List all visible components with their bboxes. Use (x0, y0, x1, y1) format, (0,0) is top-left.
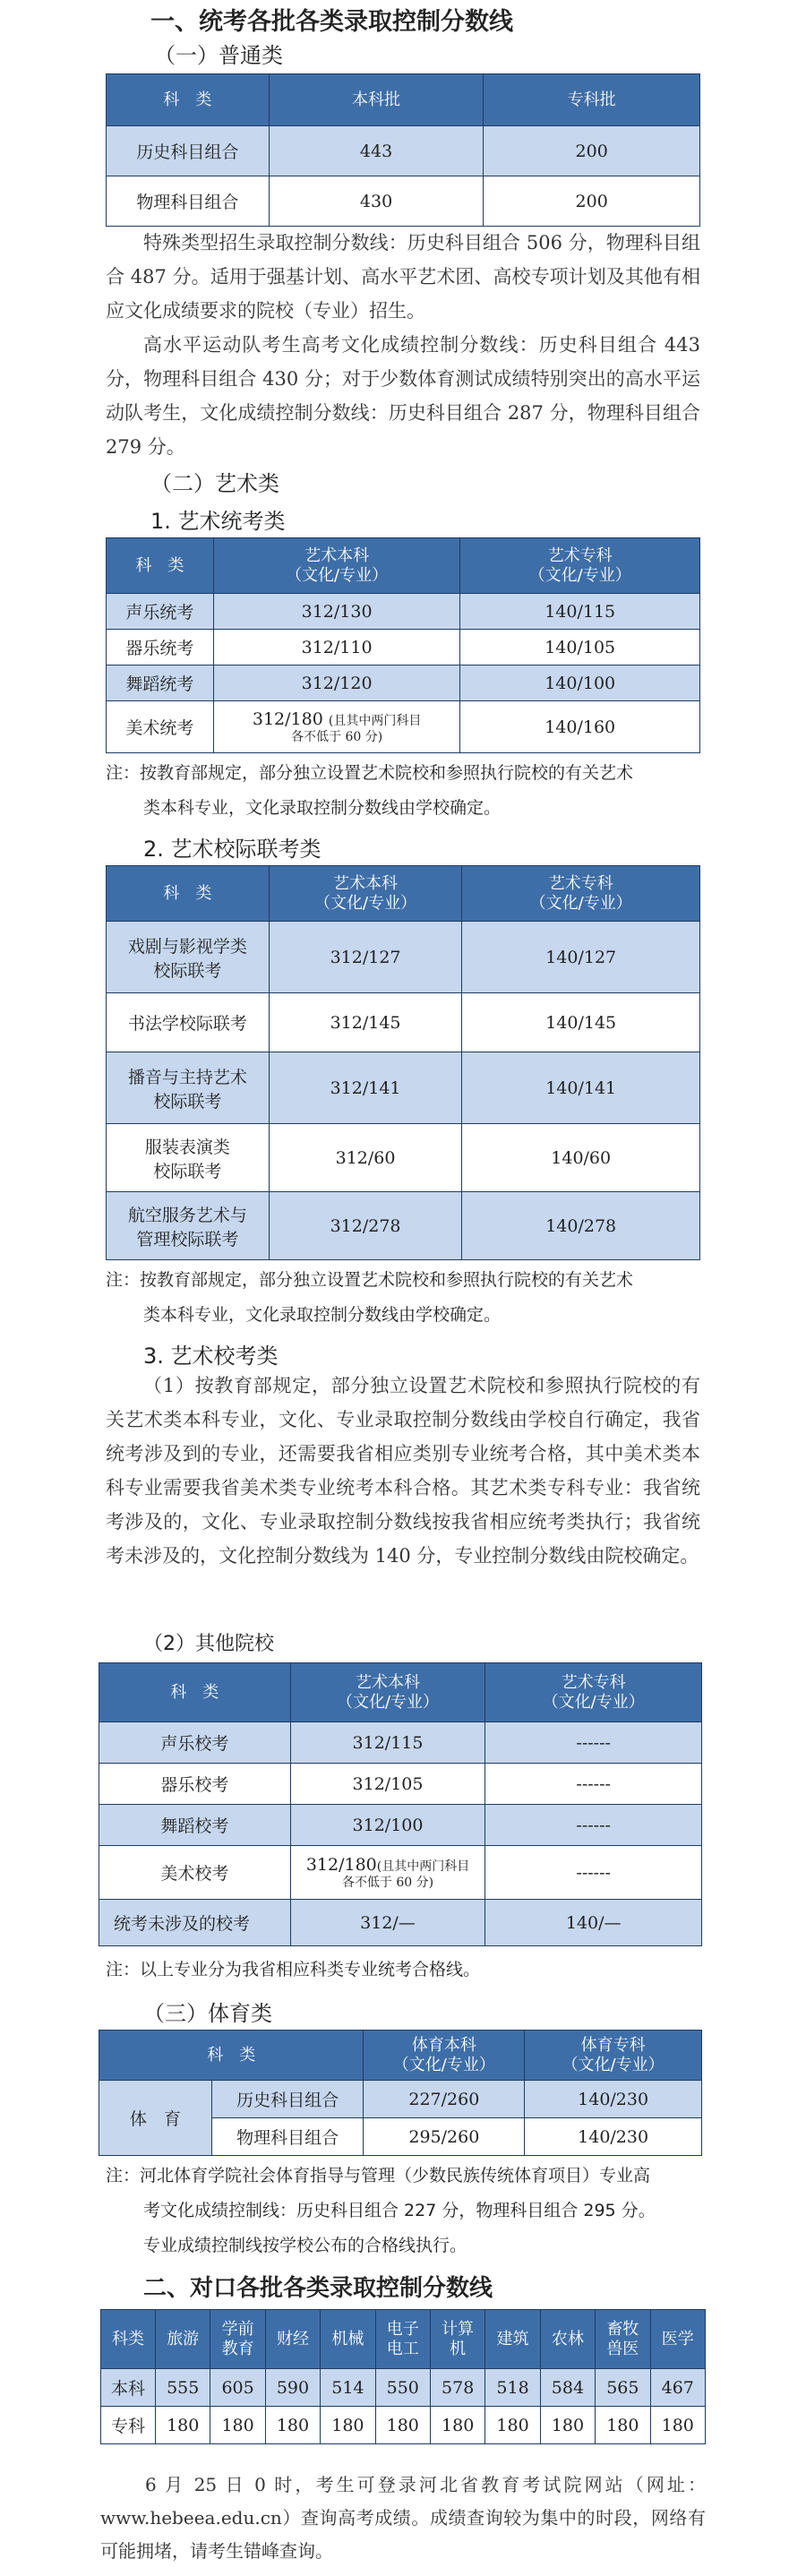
cell: 140/127 (462, 922, 700, 993)
section-title-1: 一、统考各批各类录取控制分数线 (150, 8, 513, 36)
table-row (107, 665, 700, 701)
cell: 200 (484, 126, 700, 176)
cell: 584 (540, 2369, 595, 2407)
cell: 180 (540, 2407, 595, 2444)
header-cell: 旅游 (156, 2310, 210, 2369)
cell: 312/110 (213, 630, 460, 665)
cell: 180 (430, 2407, 484, 2444)
header-cell: 电子 电工 (375, 2310, 430, 2369)
cell: ------ (485, 1722, 702, 1764)
art-note-line2: 类本科专业，文化录取控制分数线由学校确定。 (143, 798, 502, 818)
footer-paragraph: 6 月 25 日 0 时，考生可登录河北省教育考试院网站（网址：www.hebeea.edu.cn）查询高考成绩。成绩查询较为集中的时段，网络有可能拥堵，请考生错峰查询。 (100, 2474, 706, 2562)
header-cell: 专科批 (484, 74, 700, 126)
table-row (107, 1052, 700, 1124)
cell: 140/— (485, 1900, 702, 1946)
subsection-title-general: （一）普通类 (154, 43, 283, 68)
cell: 声乐统考 (107, 594, 214, 630)
art-joint-table (106, 865, 700, 1260)
cell: 美术统考 (107, 701, 214, 753)
table-row (107, 1192, 700, 1260)
cell: 140/278 (462, 1192, 700, 1260)
cell: 312/130 (213, 594, 460, 630)
table-header-row (107, 538, 700, 594)
vocational-score-table (100, 2309, 706, 2444)
cell: 140/60 (462, 1124, 700, 1192)
cell: 518 (485, 2369, 540, 2407)
cell: 180 (156, 2407, 210, 2444)
table-header-row (101, 2310, 706, 2369)
cell: 605 (210, 2369, 265, 2407)
cell: 180 (375, 2407, 430, 2444)
cell: 312/115 (290, 1722, 485, 1764)
table-row (107, 594, 700, 630)
cell: 565 (596, 2369, 650, 2407)
cell: 180 (650, 2407, 705, 2444)
table-row (101, 2369, 706, 2407)
cell: 器乐统考 (107, 630, 214, 665)
joint-note-line1: 注：按教育部规定，部分独立设置艺术院校和参照执行院校的有关艺术 (106, 1270, 634, 1290)
table-row (107, 176, 700, 227)
table-row (99, 2081, 702, 2118)
cell: 戏剧与影视学类 校际联考 (107, 922, 270, 993)
table-row (107, 126, 700, 176)
header-cell: 畜牧 兽医 (596, 2310, 650, 2369)
table-row (99, 1846, 702, 1900)
cell: 140/115 (460, 594, 700, 630)
cell: 航空服务艺术与 管理校际联考 (107, 1192, 270, 1260)
cell: 统考未涉及的校考 (99, 1900, 291, 1946)
header-cell: 计算 机 (430, 2310, 484, 2369)
cell: ------ (485, 1846, 702, 1900)
header-cell: 科 类 (99, 2031, 364, 2081)
table-header-row (107, 866, 700, 922)
subsection-title-pe: （三）体育类 (143, 2001, 272, 2026)
cell: 180 (485, 2407, 540, 2444)
header-cell: 艺术专科 （文化/专业） (485, 1663, 702, 1722)
header-cell: 艺术本科 （文化/专业） (269, 866, 462, 922)
header-cell: 科类 (101, 2310, 156, 2369)
other-schools-note: 注：以上专业分为我省相应科类专业统考合格线。 (106, 1960, 481, 1979)
table-row (99, 1764, 702, 1805)
cell: 140/141 (462, 1052, 700, 1124)
header-cell: 科 类 (107, 74, 270, 126)
cell: 180 (596, 2407, 650, 2444)
header-cell: 艺术专科 （文化/专业） (460, 538, 700, 594)
header-cell: 科 类 (107, 538, 214, 594)
cell: 467 (650, 2369, 705, 2407)
header-cell: 体育本科 （文化/专业） (364, 2031, 525, 2081)
cell: 140/230 (525, 2081, 702, 2118)
table-row (107, 993, 700, 1052)
cell: 140/160 (460, 701, 700, 753)
cell: 550 (375, 2369, 430, 2407)
header-cell: 体育专科 （文化/专业） (525, 2031, 702, 2081)
cell: 舞蹈统考 (107, 665, 214, 701)
art-school-exam-paragraph: （1）按教育部规定，部分独立设置艺术院校和参照执行院校的有关艺术类本科专业，文化、专业录取控制分数线由学校自行确定，我省统考涉及到的专业，还需要我省相应类别专业统考合格，其中美术类本科专业需要我省美术类专业统考本科合格。其艺术类专科专业：我省统考涉及的，文化、专业录取控制分数线按我省相应统考类执行；我省统考未涉及的，文化控制分数线为 140 分，专业控制分数线由院校确定。 (106, 1375, 700, 1567)
cell: 历史科目组合 (107, 126, 270, 176)
cell: 本科 (101, 2369, 156, 2407)
cell: 服装表演类 校际联考 (107, 1124, 270, 1192)
cell: 312/127 (269, 922, 462, 993)
cell: 312/180 (且其中两门科目 各不低于 60 分) (213, 701, 460, 753)
table-row (99, 1722, 702, 1764)
cell: 312/105 (290, 1764, 485, 1805)
cell: 播音与主持艺术 校际联考 (107, 1052, 270, 1124)
other-schools-title: （2）其他院校 (143, 1633, 274, 1655)
cell: 器乐校考 (99, 1764, 291, 1805)
cell: 体 育 (99, 2081, 212, 2156)
athlete-paragraph: 高水平运动队考生高考文化成绩控制分数线：历史科目组合 443 分，物理科目组合 430 分；对于少数体育测试成绩特别突出的高水平运动队考生，文化成绩控制分数线：历史科目组合 287 分，物理科目组合 279 分。 (106, 334, 700, 458)
cell: 历史科目组合 (211, 2081, 364, 2118)
cell: 物理科目组合 (211, 2118, 364, 2156)
cell: 514 (321, 2369, 375, 2407)
pe-note-line1: 注：河北体育学院社会体育指导与管理（少数民族传统体育项目）专业高 (106, 2166, 651, 2185)
header-cell: 医学 (650, 2310, 705, 2369)
table-row (107, 630, 700, 665)
cell: 140/105 (460, 630, 700, 665)
art-school-exam-title: 3. 艺术校考类 (143, 1344, 279, 1369)
cell: 590 (265, 2369, 320, 2407)
cell: 312/— (290, 1900, 485, 1946)
pe-note-line2: 考文化成绩控制线：历史科目组合 227 分，物理科目组合 295 分。 (143, 2201, 656, 2220)
cell: 443 (269, 126, 484, 176)
header-cell: 建筑 (485, 2310, 540, 2369)
table-header-row (107, 74, 700, 126)
pe-note-line3: 专业成绩控制线按学校公布的合格线执行。 (143, 2236, 467, 2255)
cell: 312/120 (213, 665, 460, 701)
cell: 声乐校考 (99, 1722, 291, 1764)
cell: 227/260 (364, 2081, 525, 2118)
cell: 555 (156, 2369, 210, 2407)
general-score-table (106, 73, 700, 227)
cell: 578 (430, 2369, 484, 2407)
cell: 312/278 (269, 1192, 462, 1260)
header-cell: 科 类 (99, 1663, 291, 1722)
cell: 舞蹈校考 (99, 1805, 291, 1846)
cell: 312/60 (269, 1124, 462, 1192)
special-type-paragraph: 特殊类型招生录取控制分数线：历史科目组合 506 分，物理科目组合 487 分。适用于强基计划、高水平艺术团、高校专项计划及其他有相应文化成绩要求的院校（专业）招生。 (106, 232, 700, 322)
cell: 312/180(且其中两门科目 各不低于 60 分) (290, 1846, 485, 1900)
cell: 书法学校际联考 (107, 993, 270, 1052)
other-schools-table (99, 1662, 702, 1946)
cell: 430 (269, 176, 484, 227)
table-row (99, 1805, 702, 1846)
cell: 140/145 (462, 993, 700, 1052)
cell: 物理科目组合 (107, 176, 270, 227)
cell: 美术校考 (99, 1846, 291, 1900)
cell: 312/145 (269, 993, 462, 1052)
header-cell: 农林 (540, 2310, 595, 2369)
table-row (107, 922, 700, 993)
art-joint-title: 2. 艺术校际联考类 (143, 837, 322, 862)
cell: 180 (321, 2407, 375, 2444)
cell: 140/230 (525, 2118, 702, 2156)
cell: 312/141 (269, 1052, 462, 1124)
cell: 180 (210, 2407, 265, 2444)
header-cell: 艺术本科 （文化/专业） (290, 1663, 485, 1722)
table-header-row (99, 2031, 702, 2081)
cell: 295/260 (364, 2118, 525, 2156)
subsection-title-art: （二）艺术类 (150, 471, 279, 496)
art-note-line1: 注：按教育部规定，部分独立设置艺术院校和参照执行院校的有关艺术 (106, 763, 634, 783)
joint-note-line2: 类本科专业，文化录取控制分数线由学校确定。 (143, 1305, 502, 1325)
header-cell: 艺术专科 （文化/专业） (462, 866, 700, 922)
cell: 312/100 (290, 1805, 485, 1846)
table-row (107, 701, 700, 753)
cell: ------ (485, 1764, 702, 1805)
cell: 180 (265, 2407, 320, 2444)
art-unified-title: 1. 艺术统考类 (150, 509, 286, 534)
table-row (107, 1124, 700, 1192)
header-cell: 学前 教育 (210, 2310, 265, 2369)
header-cell: 科 类 (107, 866, 270, 922)
cell: 200 (484, 176, 700, 227)
cell: ------ (485, 1805, 702, 1846)
cell: 专科 (101, 2407, 156, 2444)
header-cell: 本科批 (269, 74, 484, 126)
header-cell: 财经 (265, 2310, 320, 2369)
table-row (99, 1900, 702, 1946)
table-header-row (99, 1663, 702, 1722)
cell: 140/100 (460, 665, 700, 701)
art-unified-table (106, 537, 700, 753)
section-title-2: 二、对口各批各类录取控制分数线 (143, 2275, 493, 2302)
table-row (101, 2407, 706, 2444)
header-cell: 机械 (321, 2310, 375, 2369)
pe-score-table (99, 2030, 702, 2156)
header-cell: 艺术本科 （文化/专业） (213, 538, 460, 594)
